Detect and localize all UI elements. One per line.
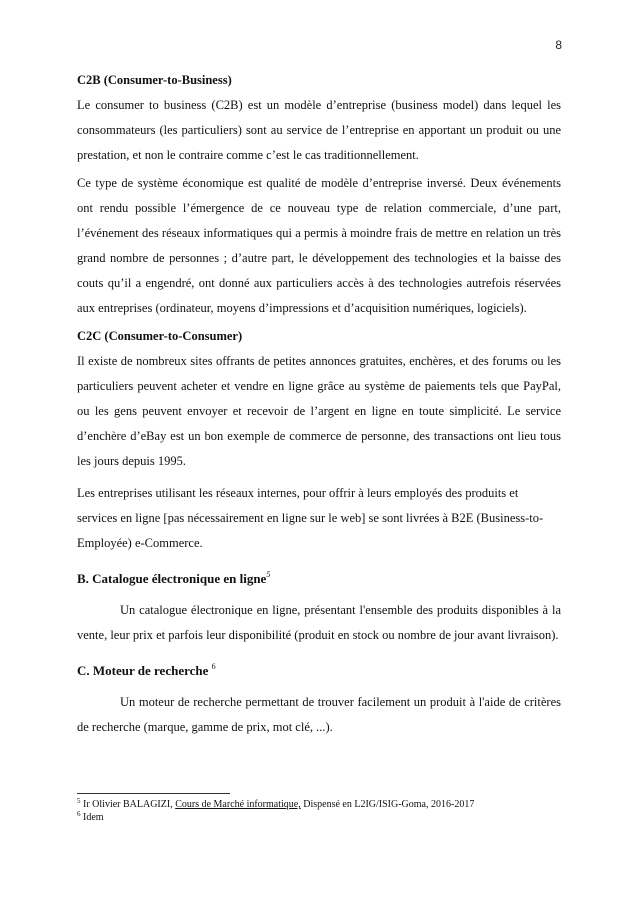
footnote-5-author: Ir Olivier BALAGIZI, — [80, 799, 176, 810]
footnote-5 — [77, 798, 561, 811]
c2c-paragraph-1: Il existe de nombreux sites offrants de petites annonces gratuites, enchères, et des forums ou les particuliers peuvent acheter et vendre en ligne grâce au système de paiements tels que PayPal, ou les gens peuvent envoyer et recevoir de l’argent en ligne en toute simplicité. Le service d’enchère d’eBay est un bon exemple de commerce de personne, des transactions ont lieu tous les jours depuis 1995. — [77, 354, 561, 468]
footnote-6 — [77, 811, 561, 824]
c2c-heading: C2C (Consumer-to-Consumer) — [77, 329, 243, 343]
footnote-ref-5[interactable]: 5 — [266, 570, 271, 579]
footnote-5-title: Cours de Marché informatique, — [175, 799, 301, 810]
c2b-paragraph-2: Ce type de système économique est qualité de modèle d’entreprise inversé. Deux événements ont rendu possible l’émergence de ce nouveau type de relation commerciale, d’une part, l’événement des réseaux informatiques qui a permis à moindre frais de mettre en relation un très grand nombre de personnes ; d’autre part, le développement des technologies et la baisse des couts qu’il a engendré, ont donné aux particuliers accès à des technologies autrefois réservées aux entreprises (ordinateur, moyens d’impressions et d’acquisition numériques, logiciels). — [77, 176, 561, 315]
footnote-6-number: 6 — [77, 810, 81, 818]
catalogue-heading-text: B. Catalogue électronique en ligne — [77, 571, 267, 586]
footnote-5-number: 5 — [77, 797, 81, 805]
footnote-6-text: Idem — [80, 812, 104, 823]
c2b-heading: C2B (Consumer-to-Business) — [77, 73, 232, 87]
moteur-heading — [77, 658, 561, 683]
footnotes — [77, 798, 561, 824]
c2c-paragraph-2: Les entreprises utilisant les réseaux internes, pour offrir à leurs employés des produits et services en ligne [pas nécessairement en ligne sur le web] se sont livrées à B2E (Business-to-Employée) e-Commerce. — [77, 486, 544, 550]
moteur-paragraph: Un moteur de recherche permettant de trouver facilement un produit à l'aide de critères de recherche (marque, gamme de prix, mot clé, ...). — [77, 695, 561, 734]
footnote-5-rest: Dispensé en L2IG/ISIG-Goma, 2016-2017 — [300, 799, 475, 810]
page-number: 8 — [555, 38, 562, 52]
catalogue-heading — [77, 566, 561, 591]
footnote-separator — [77, 793, 230, 794]
moteur-heading-text: C. Moteur de recherche — [77, 663, 209, 678]
catalogue-paragraph: Un catalogue électronique en ligne, présentant l'ensemble des produits disponibles à la vente, leur prix et parfois leur disponibilité (produit en stock ou nombre de jour avant livraison). — [77, 603, 561, 642]
footnote-ref-6[interactable]: 6 — [211, 662, 216, 671]
c2b-paragraph-1: Le consumer to business (C2B) est un modèle d’entreprise (business model) dans lequel les consommateurs (les particuliers) sont au service de l’entreprise en apportant un produit ou une prestation, et non le contraire comme c’est le cas traditionnellement. — [77, 98, 561, 162]
main-content — [77, 68, 561, 740]
